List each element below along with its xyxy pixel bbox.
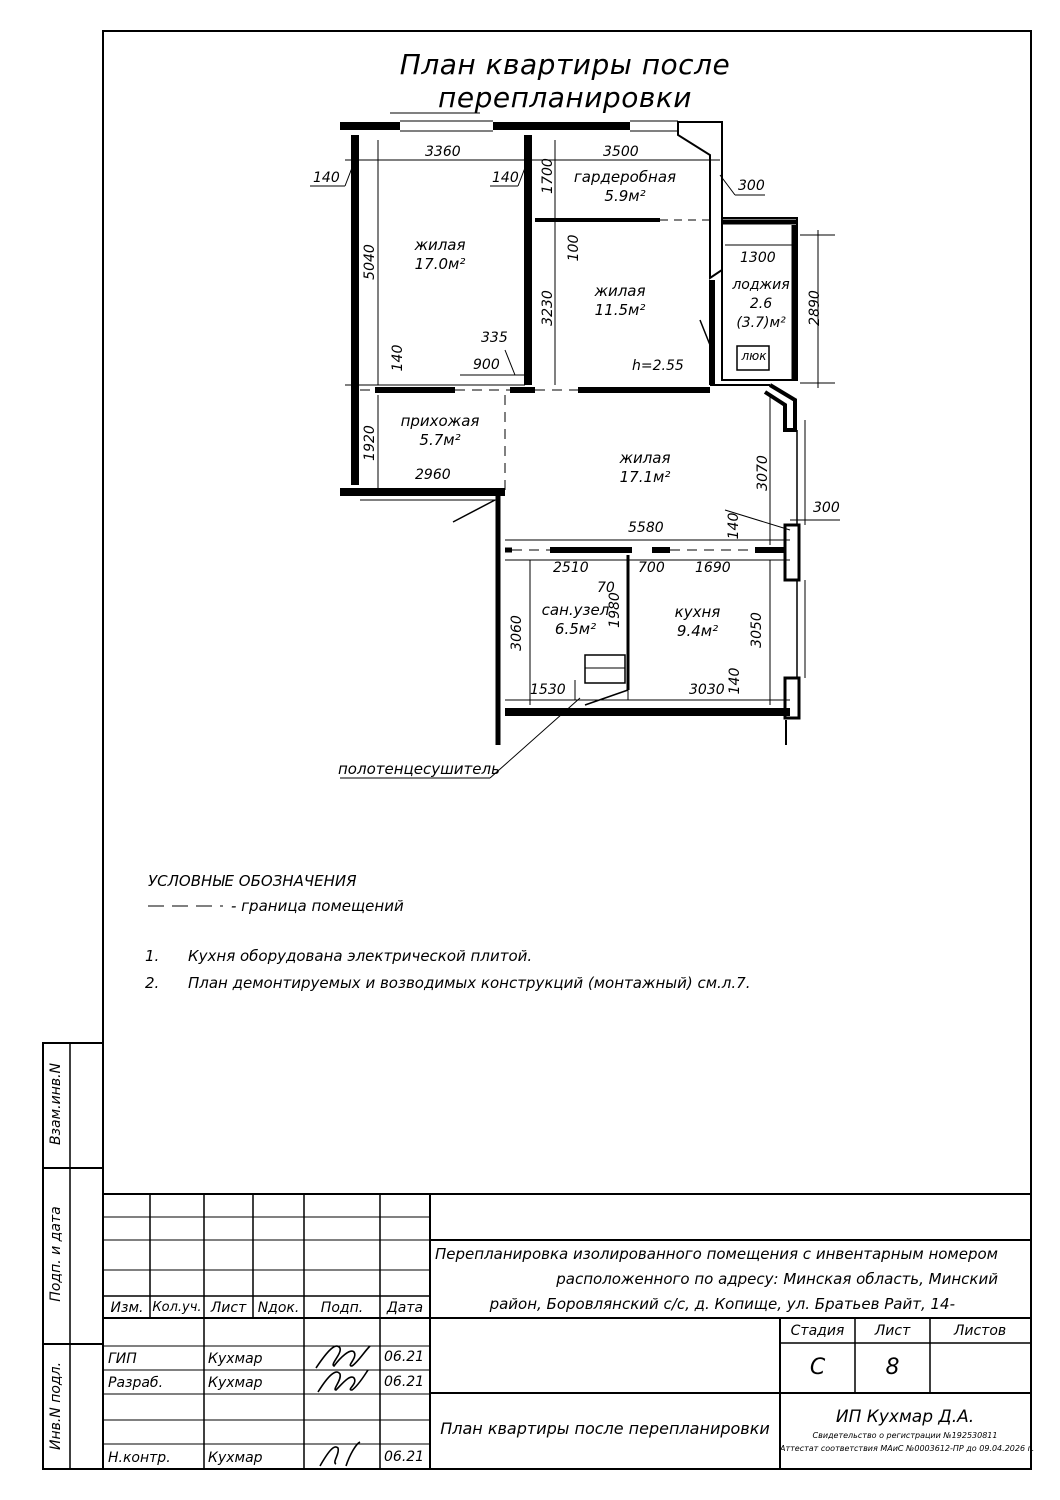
header-list: Лист <box>210 1300 247 1316</box>
dim-label: 1700 <box>540 158 556 194</box>
room-name: жилая <box>619 449 671 467</box>
note-number: 2. <box>145 974 160 992</box>
dim-label: 2890 <box>807 290 823 326</box>
sign-date: 06.21 <box>384 1449 425 1465</box>
note-text: План демонтируемых и возводимых конструкций (монтажный) см.л.7. <box>188 974 751 992</box>
dim-label: 3230 <box>540 290 556 326</box>
room-area: 6.5м² <box>554 620 597 638</box>
stage-label: Стадия <box>790 1323 845 1339</box>
room-name: прихожая <box>400 412 480 430</box>
dim-label: 2510 <box>553 560 589 576</box>
header-izm: Изм. <box>110 1300 144 1316</box>
sheets-label: Листов <box>953 1323 1007 1339</box>
room-area-alt: (3.7)м² <box>736 315 786 331</box>
towel-warmer-label: полотенцесушитель <box>338 760 500 778</box>
stamp-inv-podl: Инв.N подл. <box>48 1361 64 1451</box>
legend-heading: УСЛОВНЫЕ ОБОЗНАЧЕНИЯ <box>148 872 357 890</box>
drawing-title: План квартиры после перепланировки <box>399 48 731 114</box>
dim-label: 335 <box>481 330 508 346</box>
person-name: Кухмар <box>208 1375 263 1391</box>
dim-label: 1530 <box>530 682 566 698</box>
project-line-2: расположенного по адресу: Минская область, Минский <box>556 1270 998 1288</box>
stamp-podp-data: Подп. и дата <box>48 1206 64 1302</box>
dim-label: 3050 <box>749 612 765 648</box>
dim-label: 3030 <box>689 682 725 698</box>
dim-label: 1920 <box>362 425 378 461</box>
sheet-value: 8 <box>885 1355 900 1380</box>
ceiling-height: h=2.55 <box>632 358 684 374</box>
dim-label: 140 <box>390 344 406 372</box>
room-area: 5.7м² <box>419 431 461 449</box>
dim-label: 140 <box>492 170 519 186</box>
header-data: Дата <box>386 1300 424 1316</box>
project-line-3: район, Боровлянский с/с, д. Копище, ул. Братьев Райт, 14- <box>489 1295 955 1313</box>
dim-label: 2960 <box>415 467 451 483</box>
hatch-label: люк <box>741 349 767 363</box>
dim-label: 70 <box>597 580 615 596</box>
room-area: 17.0м² <box>414 255 466 273</box>
signature <box>306 1362 378 1396</box>
room-area: 11.5м² <box>594 301 646 319</box>
dim-label: 140 <box>727 667 743 695</box>
person-name: Кухмар <box>208 1351 263 1367</box>
room-area: 9.4м² <box>676 622 719 640</box>
dim-label: 100 <box>566 234 582 262</box>
dim-label: 3060 <box>509 615 525 651</box>
dim-label: 140 <box>726 512 742 540</box>
room-name: жилая <box>594 282 646 300</box>
dim-label: 300 <box>738 178 765 194</box>
dim-label: 1980 <box>607 592 623 628</box>
room-name: кухня <box>674 603 721 621</box>
dim-label: 1690 <box>695 560 731 576</box>
role-razrab: Разраб. <box>108 1375 164 1391</box>
room-name: гардеробная <box>573 168 677 186</box>
company-name: ИП Кухмар Д.А. <box>835 1407 975 1427</box>
header-ndok: Nдок. <box>257 1300 300 1316</box>
dim-label: 700 <box>638 560 665 576</box>
dim-label: 300 <box>813 500 840 516</box>
sign-date: 06.21 <box>384 1349 425 1365</box>
dim-label: 1300 <box>740 250 776 266</box>
dim-label: 140 <box>313 170 340 186</box>
sheet-label: Лист <box>874 1323 911 1339</box>
stage-value: С <box>809 1355 826 1380</box>
room-area: 2.6 <box>749 296 773 312</box>
dim-label: 5040 <box>362 244 378 280</box>
role-gip: ГИП <box>108 1351 137 1367</box>
header-kol-uch: Кол.уч. <box>152 1300 202 1315</box>
dim-label: 3500 <box>603 144 639 160</box>
legend-line-label: - граница помещений <box>231 897 404 915</box>
room-name: лоджия <box>732 277 790 293</box>
role-nkontr: Н.контр. <box>108 1450 171 1466</box>
room-area: 17.1м² <box>619 468 671 486</box>
attestation-cert: Аттестат соответствия МАиС №0003612-ПР до 09.04.2026 г. <box>780 1444 1035 1453</box>
dim-label: 900 <box>473 357 500 373</box>
dim-label: 3070 <box>755 455 771 491</box>
room-name: сан.узел <box>541 601 610 619</box>
person-name: Кухмар <box>208 1450 263 1466</box>
header-podp: Подп. <box>320 1300 364 1316</box>
note-number: 1. <box>145 947 160 965</box>
project-line-1: Перепланировка изолированного помещения с инвентарным номером <box>435 1245 998 1263</box>
stamp-vzam-inv: Взам.инв.N <box>48 1062 64 1146</box>
dim-label: 5580 <box>628 520 664 536</box>
note-text: Кухня оборудована электрической плитой. <box>188 947 533 965</box>
room-name: жилая <box>414 236 466 254</box>
registration-cert: Свидетельство о регистрации №192530811 <box>812 1431 998 1440</box>
sign-date: 06.21 <box>384 1374 425 1390</box>
room-area: 5.9м² <box>604 187 646 205</box>
signature <box>306 1436 378 1470</box>
dim-label: 3360 <box>425 144 461 160</box>
sheet-title: План квартиры после перепланировки <box>440 1419 770 1438</box>
